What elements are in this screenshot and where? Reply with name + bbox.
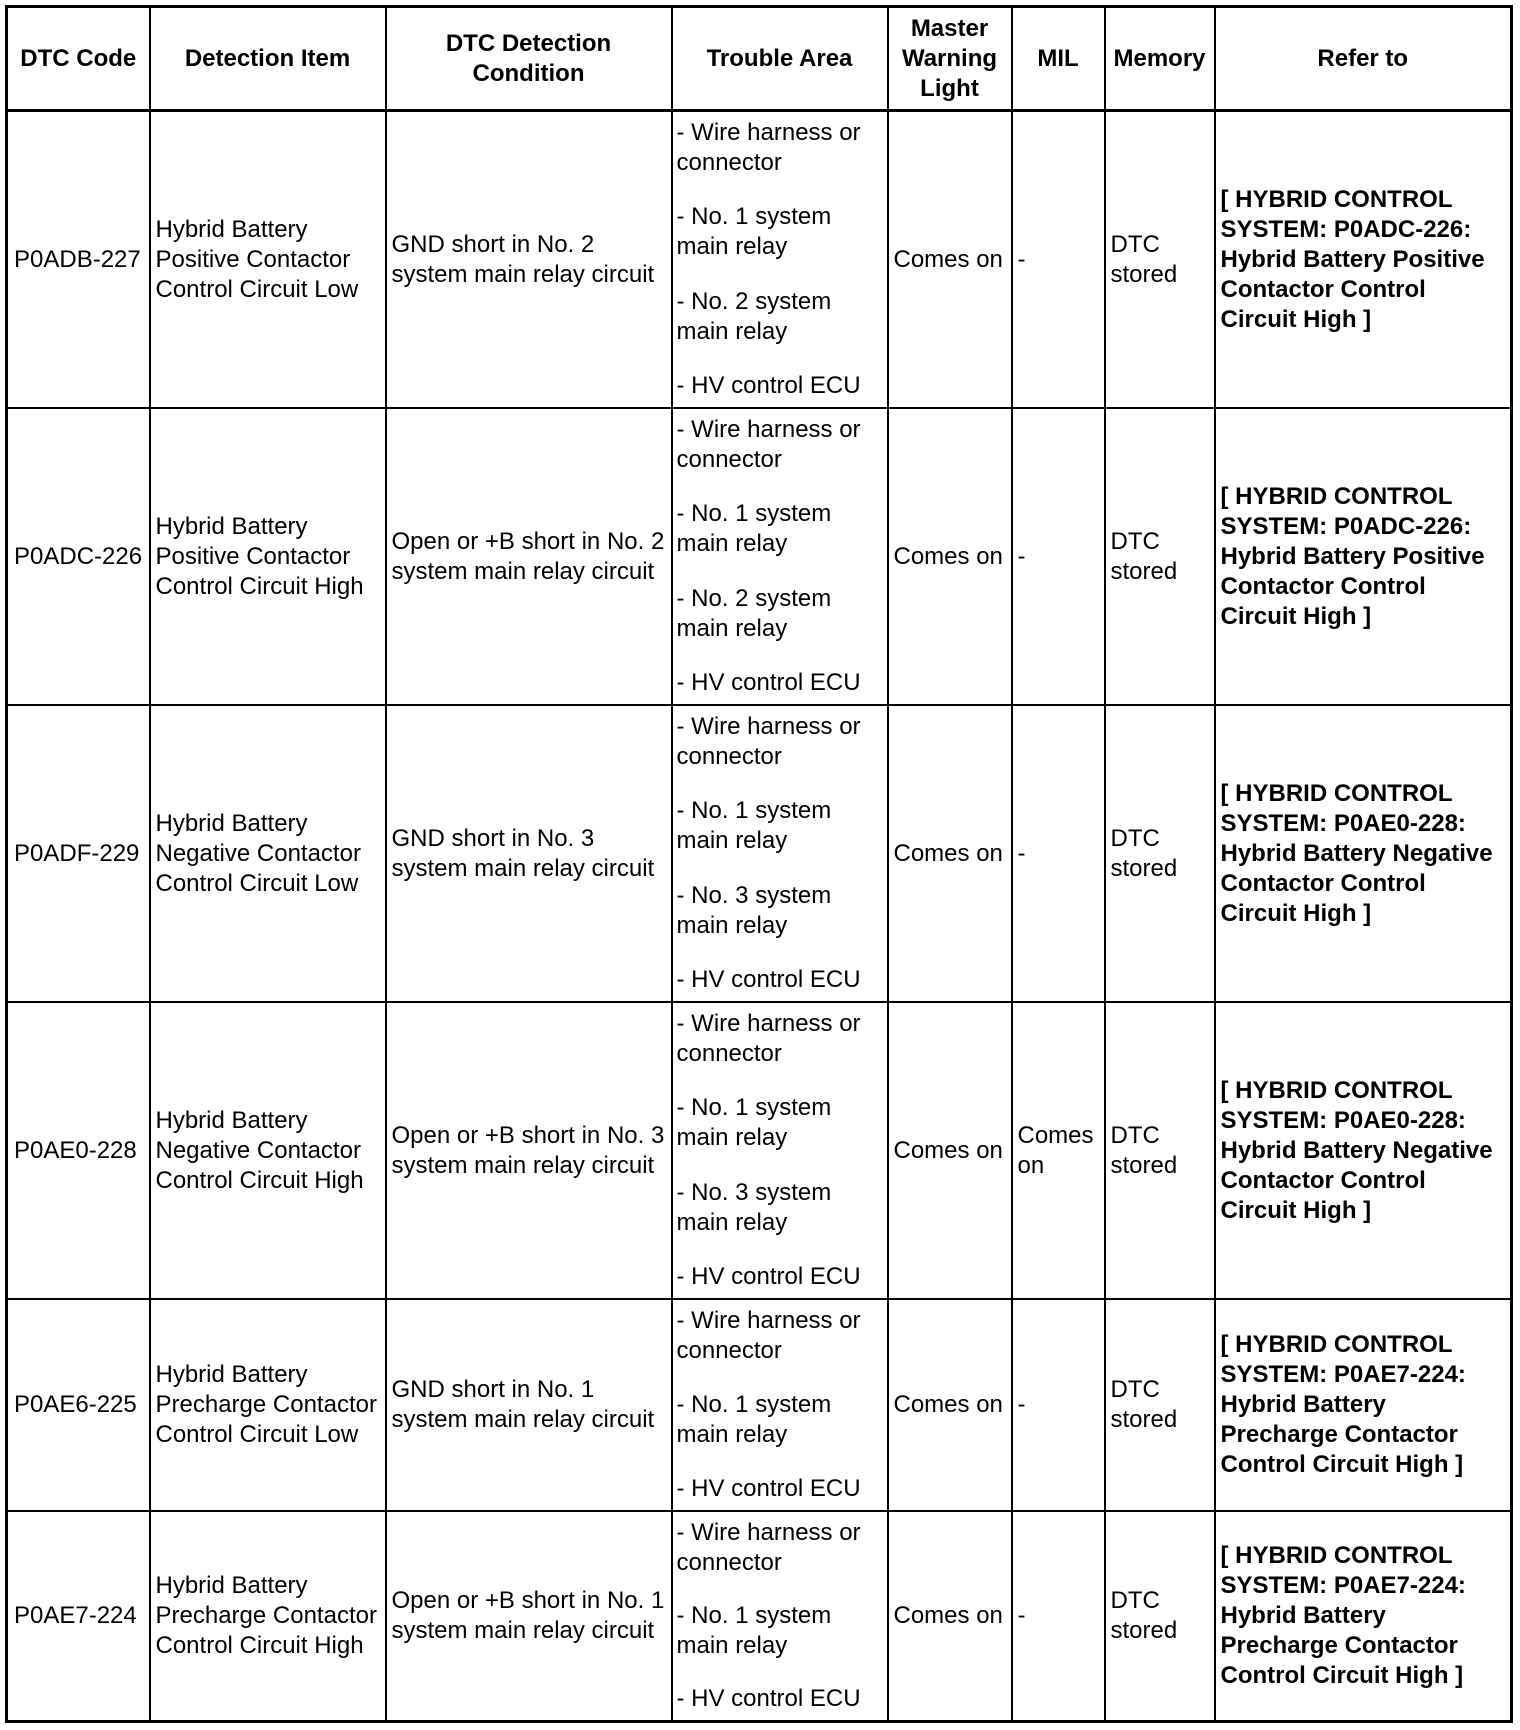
trouble-area-item: - No. 3 system main relay: [676, 1178, 832, 1236]
trouble-area-item: - HV control ECU: [676, 668, 861, 696]
refer-to-link[interactable]: [ HYBRID CONTROL SYSTEM: P0AE7-224: Hybrid Battery Precharge Contactor Control Circuit High ]: [1215, 1299, 1512, 1511]
trouble-area-cell: [672, 1002, 888, 1299]
header-mil: MIL: [1012, 7, 1105, 111]
mil-cell: -: [1012, 111, 1105, 409]
header-detection-item: Detection Item: [150, 7, 386, 111]
detection-condition-cell: Open or +B short in No. 2 system main relay circuit: [386, 408, 672, 705]
dtc-table: [5, 5, 1513, 1723]
trouble-area-item: - HV control ECU: [676, 965, 861, 993]
trouble-area-cell: [672, 705, 888, 1002]
header-master-warning-light: Master Warning Light: [888, 7, 1012, 111]
master-warning-cell: Comes on: [888, 408, 1012, 705]
refer-to-link[interactable]: [ HYBRID CONTROL SYSTEM: P0ADC-226: Hybrid Battery Positive Contactor Control Circuit High ]: [1215, 408, 1512, 705]
refer-to-link[interactable]: [ HYBRID CONTROL SYSTEM: P0AE0-228: Hybrid Battery Negative Contactor Control Circuit High ]: [1215, 1002, 1512, 1299]
table-row: [7, 1002, 1512, 1299]
detection-item-cell: Hybrid Battery Negative Contactor Control Circuit Low: [150, 705, 386, 1002]
table-row: [7, 111, 1512, 409]
detection-item-cell: Hybrid Battery Negative Contactor Control Circuit High: [150, 1002, 386, 1299]
trouble-area-item: - No. 1 system main relay: [676, 1602, 832, 1659]
table-row: [7, 1511, 1512, 1722]
memory-cell: DTC stored: [1105, 111, 1215, 409]
trouble-area-item: - Wire harness or connector: [676, 713, 861, 770]
header-refer-to: Refer to: [1215, 7, 1512, 111]
trouble-area-item: - Wire harness or connector: [676, 1307, 861, 1364]
dtc-code-cell: P0AE7-224: [7, 1511, 150, 1722]
detection-item-cell: Hybrid Battery Precharge Contactor Control Circuit High: [150, 1511, 386, 1722]
master-warning-cell: Comes on: [888, 1511, 1012, 1722]
trouble-area-item: - Wire harness or connector: [676, 119, 861, 176]
trouble-area-item: - HV control ECU: [676, 371, 861, 399]
trouble-area-item: - Wire harness or connector: [676, 1519, 861, 1576]
memory-cell: DTC stored: [1105, 408, 1215, 705]
master-warning-cell: Comes on: [888, 1002, 1012, 1299]
refer-to-link[interactable]: [ HYBRID CONTROL SYSTEM: P0ADC-226: Hybrid Battery Positive Contactor Control Circuit High ]: [1215, 111, 1512, 409]
mil-cell: -: [1012, 408, 1105, 705]
master-warning-cell: Comes on: [888, 111, 1012, 409]
detection-condition-cell: GND short in No. 1 system main relay circuit: [386, 1299, 672, 1511]
dtc-code-cell: P0AE6-225: [7, 1299, 150, 1511]
trouble-area-item: - HV control ECU: [676, 1685, 861, 1712]
trouble-area-item: - No. 1 system main relay: [676, 797, 832, 855]
mil-cell: Comes on: [1012, 1002, 1105, 1299]
trouble-area-item: - No. 1 system main relay: [676, 1094, 832, 1152]
detection-condition-cell: Open or +B short in No. 3 system main relay circuit: [386, 1002, 672, 1299]
trouble-area-item: - HV control ECU: [676, 1262, 861, 1290]
mil-cell: -: [1012, 1511, 1105, 1722]
header-detection-condition: DTC Detection Condition: [386, 7, 672, 111]
dtc-code-cell: P0AE0-228: [7, 1002, 150, 1299]
table-row: [7, 1299, 1512, 1511]
trouble-area-list: [677, 415, 883, 698]
memory-cell: DTC stored: [1105, 1299, 1215, 1511]
header-dtc-code: DTC Code: [7, 7, 150, 111]
trouble-area-item: - No. 1 system main relay: [676, 500, 832, 558]
memory-cell: DTC stored: [1105, 705, 1215, 1002]
trouble-area-item: - HV control ECU: [676, 1475, 861, 1502]
detection-item-cell: Hybrid Battery Positive Contactor Control Circuit Low: [150, 111, 386, 409]
refer-to-link[interactable]: [ HYBRID CONTROL SYSTEM: P0AE0-228: Hybrid Battery Negative Contactor Control Circuit High ]: [1215, 705, 1512, 1002]
dtc-code-cell: P0ADF-229: [7, 705, 150, 1002]
header-row: [7, 7, 1512, 111]
mil-cell: -: [1012, 1299, 1105, 1511]
trouble-area-list: [677, 1306, 883, 1504]
header-memory: Memory: [1105, 7, 1215, 111]
trouble-area-item: - Wire harness or connector: [676, 416, 861, 473]
mil-cell: -: [1012, 705, 1105, 1002]
detection-item-cell: Hybrid Battery Positive Contactor Control Circuit High: [150, 408, 386, 705]
master-warning-cell: Comes on: [888, 705, 1012, 1002]
dtc-code-cell: P0ADB-227: [7, 111, 150, 409]
trouble-area-list: [677, 1009, 883, 1292]
trouble-area-item: - No. 3 system main relay: [676, 881, 832, 939]
trouble-area-cell: [672, 111, 888, 409]
trouble-area-list: [677, 1518, 883, 1714]
table-row: [7, 705, 1512, 1002]
detection-condition-cell: Open or +B short in No. 1 system main relay circuit: [386, 1511, 672, 1722]
trouble-area-cell: [672, 1299, 888, 1511]
trouble-area-list: [677, 118, 883, 401]
trouble-area-item: - Wire harness or connector: [676, 1010, 861, 1067]
memory-cell: DTC stored: [1105, 1002, 1215, 1299]
detection-condition-cell: GND short in No. 2 system main relay circuit: [386, 111, 672, 409]
trouble-area-list: [677, 712, 883, 995]
trouble-area-item: - No. 1 system main relay: [676, 1391, 832, 1448]
trouble-area-cell: [672, 1511, 888, 1722]
trouble-area-item: - No. 2 system main relay: [676, 584, 832, 642]
detection-condition-cell: GND short in No. 3 system main relay circuit: [386, 705, 672, 1002]
header-trouble-area: Trouble Area: [672, 7, 888, 111]
memory-cell: DTC stored: [1105, 1511, 1215, 1722]
detection-item-cell: Hybrid Battery Precharge Contactor Control Circuit Low: [150, 1299, 386, 1511]
trouble-area-cell: [672, 408, 888, 705]
table-row: [7, 408, 1512, 705]
master-warning-cell: Comes on: [888, 1299, 1012, 1511]
refer-to-link[interactable]: [ HYBRID CONTROL SYSTEM: P0AE7-224: Hybrid Battery Precharge Contactor Control Circuit High ]: [1215, 1511, 1512, 1722]
dtc-code-cell: P0ADC-226: [7, 408, 150, 705]
trouble-area-item: - No. 1 system main relay: [676, 203, 832, 261]
trouble-area-item: - No. 2 system main relay: [676, 287, 832, 345]
